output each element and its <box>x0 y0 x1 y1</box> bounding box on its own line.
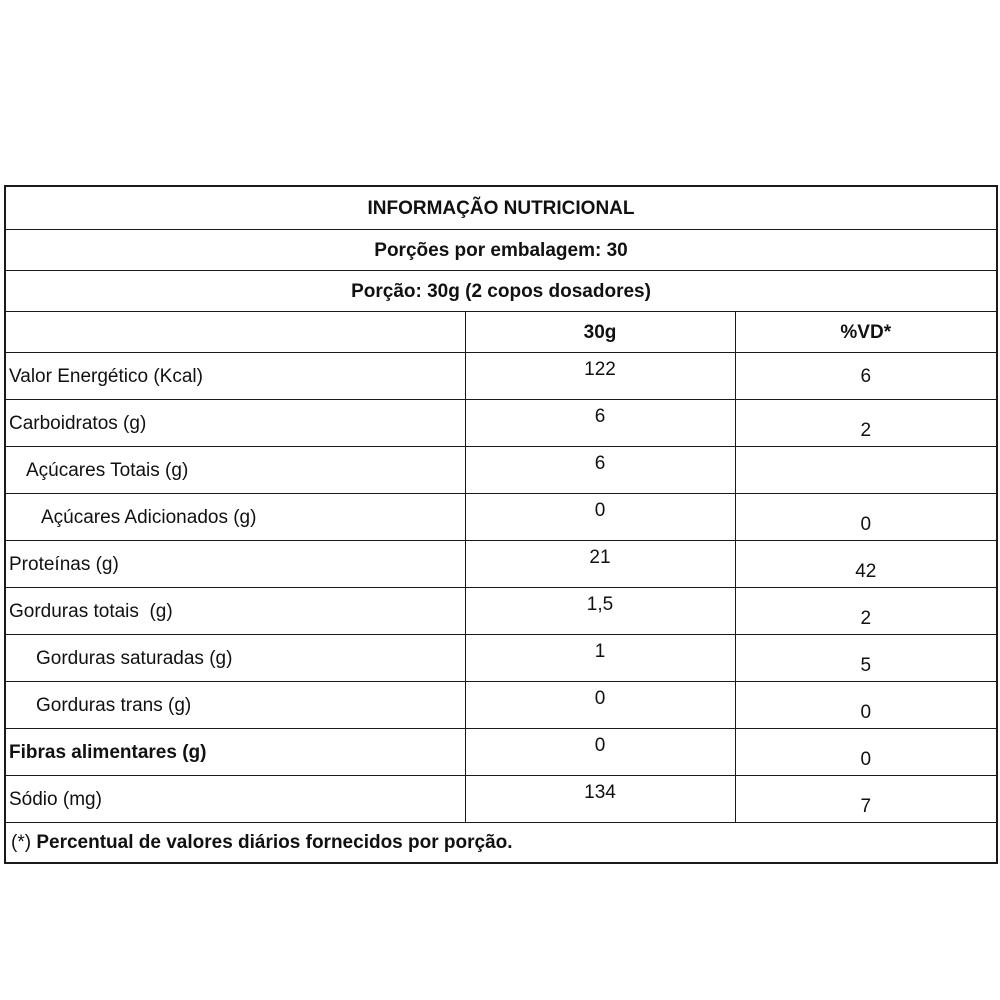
row-vd: 0 <box>735 494 997 541</box>
table-row <box>5 635 997 682</box>
table-row <box>5 541 997 588</box>
header-row <box>5 312 997 353</box>
row-label: Gorduras totais (g) <box>5 588 465 635</box>
row-label: Valor Energético (Kcal) <box>5 353 465 400</box>
footnote-marker: (*) <box>11 832 32 853</box>
table-row <box>5 776 997 823</box>
row-vd: 2 <box>735 400 997 447</box>
row-qty: 21 <box>465 541 735 588</box>
table-row <box>5 588 997 635</box>
row-qty: 1,5 <box>465 588 735 635</box>
servings-row <box>5 230 997 271</box>
row-qty: 0 <box>465 682 735 729</box>
row-vd: 2 <box>735 588 997 635</box>
table-row <box>5 353 997 400</box>
row-vd: 6 <box>735 353 997 400</box>
row-qty: 122 <box>465 353 735 400</box>
header-cell-vd: %VD* <box>735 312 997 353</box>
row-label: Carboidratos (g) <box>5 400 465 447</box>
row-qty: 6 <box>465 447 735 494</box>
table-row <box>5 729 997 776</box>
table-row <box>5 400 997 447</box>
row-vd: 0 <box>735 729 997 776</box>
footnote-text: Percentual de valores diários fornecidos por porção. <box>31 832 513 853</box>
table-title: INFORMAÇÃO NUTRICIONAL <box>5 186 997 230</box>
row-qty: 134 <box>465 776 735 823</box>
row-label: Sódio (mg) <box>5 776 465 823</box>
row-vd <box>735 447 997 494</box>
nutrition-facts-table-wrapper <box>4 185 996 864</box>
row-qty: 0 <box>465 729 735 776</box>
servings-per-package: Porções por embalagem: 30 <box>5 230 997 271</box>
row-vd: 42 <box>735 541 997 588</box>
header-cell-label <box>5 312 465 353</box>
nutrition-facts-table <box>4 185 998 864</box>
row-label: Fibras alimentares (g) <box>5 729 465 776</box>
row-vd: 7 <box>735 776 997 823</box>
serving-size: Porção: 30g (2 copos dosadores) <box>5 271 997 312</box>
footnote <box>5 823 997 864</box>
row-qty: 1 <box>465 635 735 682</box>
row-label: Açúcares Totais (g) <box>5 447 465 494</box>
row-qty: 6 <box>465 400 735 447</box>
table-row <box>5 447 997 494</box>
footnote-row <box>5 823 997 864</box>
row-label: Gorduras trans (g) <box>5 682 465 729</box>
serving-size-row <box>5 271 997 312</box>
row-label: Açúcares Adicionados (g) <box>5 494 465 541</box>
row-vd: 5 <box>735 635 997 682</box>
title-row <box>5 186 997 230</box>
row-label: Gorduras saturadas (g) <box>5 635 465 682</box>
row-vd: 0 <box>735 682 997 729</box>
row-label: Proteínas (g) <box>5 541 465 588</box>
table-row <box>5 494 997 541</box>
row-qty: 0 <box>465 494 735 541</box>
header-cell-qty: 30g <box>465 312 735 353</box>
table-row <box>5 682 997 729</box>
